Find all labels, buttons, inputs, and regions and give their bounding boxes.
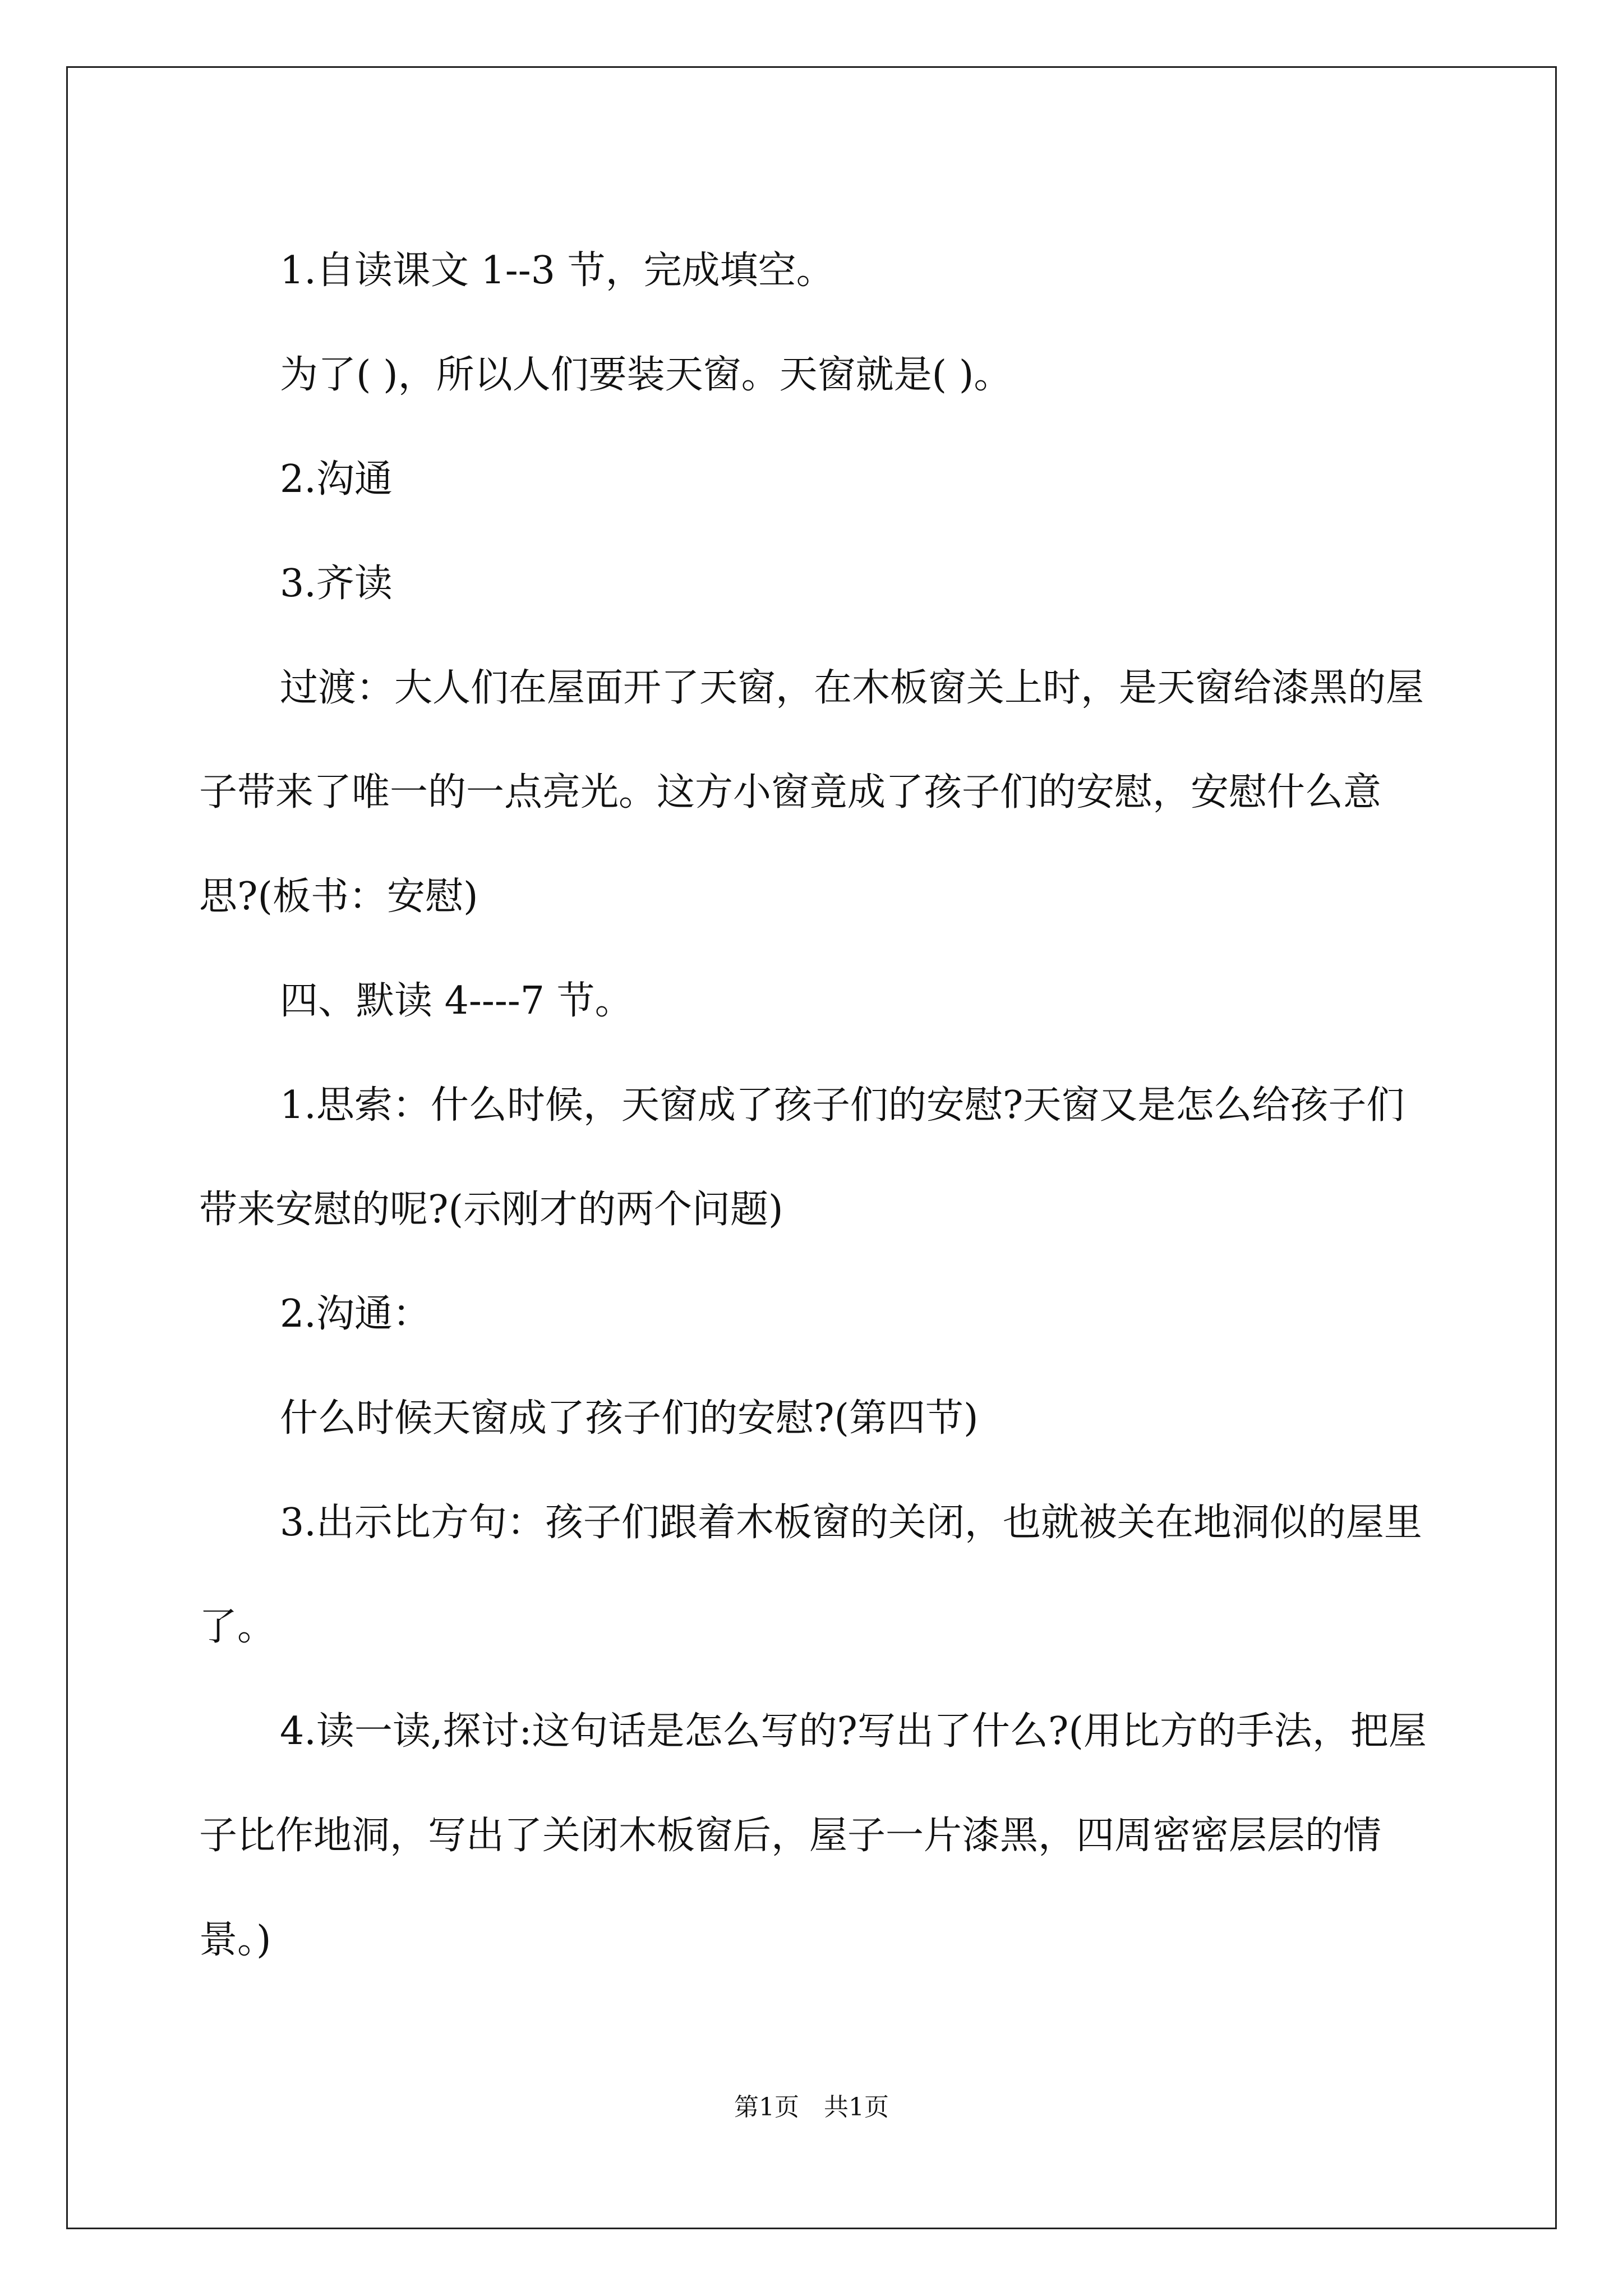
paragraph-8: 2.沟通：	[280, 1292, 431, 1336]
paragraph-5: 过渡：大人们在屋面开了天窗，在木板窗关上时，是天窗给漆黑的屋子带来了唯一的一点亮光。这方小窗竟成了孩子们的安慰，安慰什么意思?(板书：安慰)	[199, 666, 1424, 919]
paragraph-2: 为了( )，所以人们要装天窗。天窗就是( )。	[280, 353, 1012, 397]
paragraph-7: 1.思索：什么时候，天窗成了孩子们的安慰?天窗又是怎么给孩子们带来安慰的呢?(示刚才的两个问题)	[199, 1083, 1405, 1232]
paragraph-6: 四、默读 4----7 节。	[280, 979, 633, 1023]
paragraph-11: 4.读一读,探讨:这句话是怎么写的?写出了什么?(用比方的手法，把屋子比作地洞，写出了关闭木板窗后，屋子一片漆黑，四周密密层层的情景。)	[199, 1709, 1427, 1962]
paragraph-9: 什么时候天窗成了孩子们的安慰?(第四节)	[280, 1396, 979, 1441]
paragraph-10: 3.出示比方句：孩子们跟着木板窗的关闭，也就被关在地洞似的屋里了。	[199, 1501, 1422, 1649]
paragraph-3: 2.沟通	[280, 457, 393, 501]
page-footer: 第1页 共1页	[734, 2093, 889, 2122]
paragraph-1: 1.自读课文 1--3 节，完成填空。	[280, 249, 834, 293]
paragraph-4: 3.齐读	[280, 562, 393, 606]
document-body	[199, 219, 1427, 1993]
